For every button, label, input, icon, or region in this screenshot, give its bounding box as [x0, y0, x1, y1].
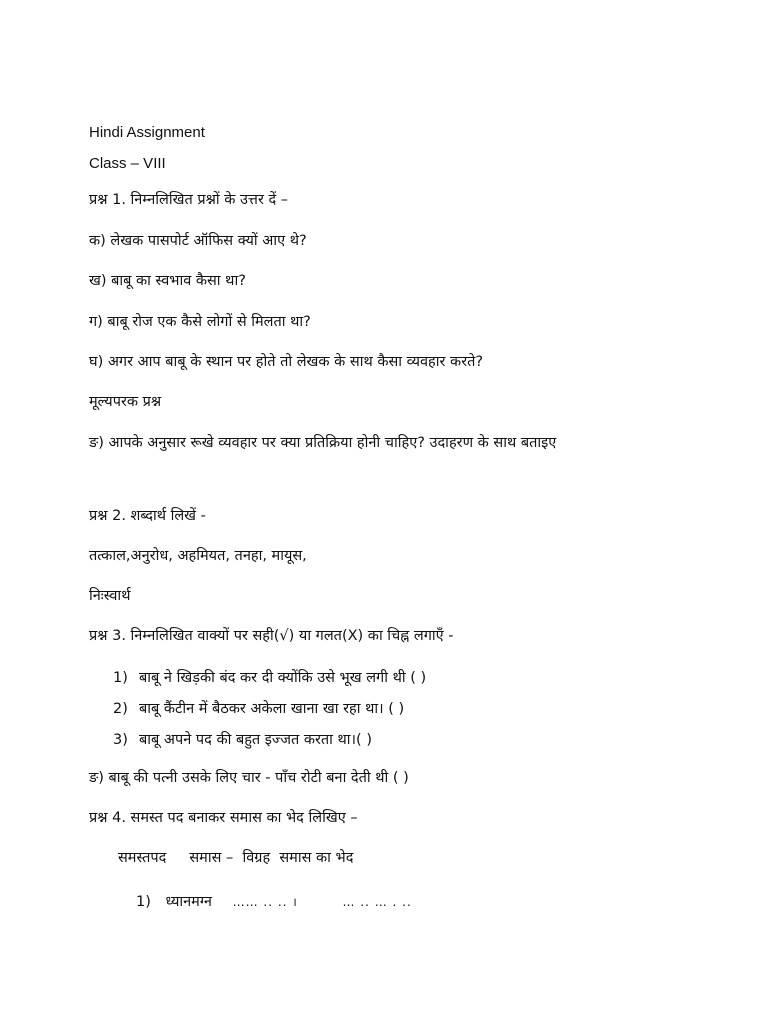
question-2-heading: प्रश्न 2. शब्दार्थ लिखें -	[89, 508, 206, 524]
question-1-item-gha: घ) अगर आप बाबू के स्थान पर होते तो लेखक के साथ कैसा व्यवहार करते?	[89, 354, 484, 370]
question-3-list	[113, 667, 426, 760]
question-2-words-line-2: निःस्वार्थ	[89, 588, 131, 604]
blank-vigrah: …… .. .. ।	[232, 895, 298, 909]
list-item: 3) बाबू अपने पद की बहुत इज्जत करता था।( )	[113, 732, 372, 748]
question-4-heading: प्रश्न 4. समस्त पद बनाकर समास का भेद लिखिए –	[89, 810, 358, 826]
question-3-extra-item: ङ) बाबू की पत्नी उसके लिए चार - पाँच रोटी बना देती थी ( )	[89, 770, 409, 786]
question-4-row-1	[136, 892, 412, 912]
question-1-item-kha: ख) बाबू का स्वभाव कैसा था?	[89, 273, 246, 289]
compound-word: ध्यानमग्न	[165, 894, 212, 910]
list-item: 2) बाबू कैंटीन में बैठकर अकेला खाना खा रहा था। ( )	[113, 701, 405, 717]
value-question-item: ङ) आपके अनुसार रूखे व्यवहार पर क्या प्रतिक्रिया होनी चाहिए? उदाहरण के साथ बताइए	[89, 435, 557, 451]
row-number: 1)	[136, 894, 151, 910]
question-2-words-line-1: तत्काल,अनुरोध, अहमियत, तनहा, मायूस,	[89, 548, 307, 564]
question-1-heading: प्रश्न 1. निम्नलिखित प्रश्नों के उत्तर दें –	[89, 192, 289, 208]
blank-bhed: … .. … . ..	[342, 895, 412, 909]
list-item: 1) बाबू ने खिड़की बंद कर दी क्योंकि उसे भूख लगी थी ( )	[113, 670, 427, 686]
value-question-heading: मूल्यपरक प्रश्न	[89, 394, 162, 410]
question-3-heading: प्रश्न 3. निम्नलिखित वाक्यों पर सही(√) या गलत(X) का चिह्न लगाएँ -	[89, 628, 454, 644]
assignment-title: Hindi Assignment	[89, 124, 205, 141]
question-1-item-ka: क) लेखक पासपोर्ट ऑफिस क्यों आए थे?	[89, 233, 307, 249]
class-label: Class – VIII	[89, 155, 166, 172]
question-1-item-ga: ग) बाबू रोज एक कैसे लोगों से मिलता था?	[89, 314, 311, 330]
question-4-columns: समस्तपद समास – विग्रह समास का भेद	[118, 850, 354, 866]
